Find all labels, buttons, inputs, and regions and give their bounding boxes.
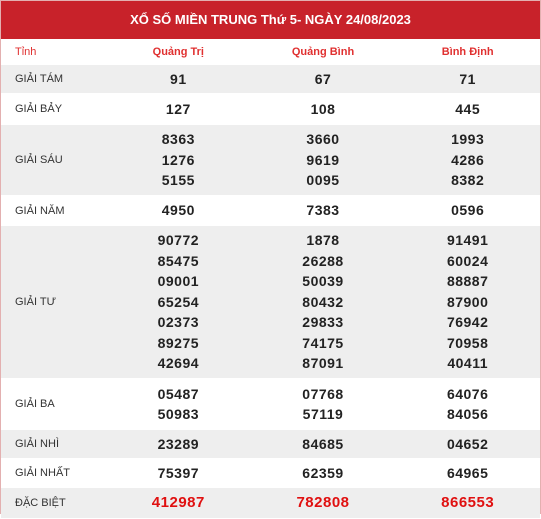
page-title: XỔ SỐ MIỀN TRUNG Thứ 5- NGÀY 24/08/2023 [1, 1, 540, 39]
prize-number: 84056 [446, 406, 489, 422]
prize-row-4 [1, 226, 540, 379]
prize-label: GIẢI BẢY [15, 103, 63, 115]
prize-number: 1993 [451, 131, 485, 148]
prize-number: 67 [314, 70, 332, 87]
prize-number: 91 [170, 70, 187, 87]
prize-row-5 [1, 196, 540, 226]
prize-number: 71 [459, 70, 476, 87]
prize-row-special [1, 488, 540, 519]
prize-number: 40411 [447, 355, 489, 372]
prize-number: 91491 [446, 232, 489, 249]
province-header-label: Tỉnh [15, 45, 37, 58]
prize-number: 23289 [157, 435, 200, 452]
prize-number: 50039 [302, 273, 344, 290]
prize-number: 62359 [302, 464, 344, 481]
prize-number: 75397 [157, 464, 200, 481]
prize-label: GIẢI NHÌ [15, 438, 60, 450]
prize-number: 65254 [157, 293, 200, 310]
prize-number: 80432 [302, 293, 344, 310]
prize-number: 127 [165, 100, 191, 117]
special-prize-number: 866553 [441, 493, 495, 511]
prize-number: 70958 [446, 334, 489, 351]
prize-number: 42694 [157, 355, 200, 372]
prize-number: 89275 [157, 334, 200, 351]
prize-number: 29833 [302, 314, 344, 331]
prize-number: 64965 [446, 464, 489, 481]
prize-number: 8363 [161, 131, 195, 148]
prize-number: 09001 [157, 273, 200, 290]
prize-number: 85475 [157, 252, 200, 269]
prize-number: 0095 [306, 172, 340, 189]
prize-number: 74175 [302, 334, 344, 351]
prize-number: 9619 [306, 151, 340, 168]
prize-label: ĐẶC BIỆT [15, 497, 66, 509]
prize-number: 76942 [446, 314, 489, 331]
prize-label: GIẢI NHẤT [15, 467, 71, 479]
province-binh-dinh[interactable]: Bình Định [441, 45, 494, 58]
province-quang-tri[interactable]: Quảng Trị [152, 45, 204, 58]
prize-number: 64076 [446, 385, 489, 402]
prize-label: GIẢI TƯ [15, 296, 56, 308]
prize-number: 88887 [446, 273, 489, 290]
prize-number: 60024 [446, 252, 489, 269]
province-quang-binh[interactable]: Quảng Bình [291, 45, 355, 58]
prize-number: 4286 [451, 151, 485, 168]
table-header-row [1, 39, 540, 65]
prize-number: 0596 [451, 202, 485, 219]
prize-number: 84685 [302, 435, 344, 452]
prize-number: 07768 [302, 385, 344, 402]
prize-number: 4950 [161, 202, 195, 219]
prize-number: 87091 [302, 355, 344, 372]
prize-number: 02373 [157, 314, 200, 331]
prize-row-1 [1, 459, 540, 488]
special-prize-number: 782808 [296, 493, 350, 511]
prize-row-3 [1, 379, 540, 430]
prize-row-2 [1, 430, 540, 459]
prize-row-8 [1, 65, 540, 94]
prize-number: 87900 [446, 293, 489, 310]
prize-label: GIẢI TÁM [15, 73, 64, 85]
prize-number: 445 [455, 100, 481, 117]
prize-row-7 [1, 94, 540, 125]
prize-number: 1878 [306, 232, 340, 249]
prize-number: 05487 [157, 385, 200, 402]
prize-number: 8382 [451, 172, 485, 189]
results-table [1, 39, 540, 519]
prize-number: 90772 [157, 232, 200, 249]
prize-number: 26288 [302, 252, 344, 269]
prize-label: GIẢI SÁU [15, 154, 63, 166]
prize-number: 04652 [446, 435, 489, 452]
prize-number: 50983 [157, 406, 200, 422]
prize-number: 5155 [161, 172, 195, 189]
prize-number: 7383 [306, 202, 340, 219]
prize-row-6 [1, 125, 540, 196]
special-prize-number: 412987 [151, 493, 205, 511]
prize-number: 57119 [302, 406, 344, 422]
prize-label: GIẢI BA [15, 398, 55, 410]
prize-number: 3660 [306, 131, 340, 148]
prize-number: 1276 [161, 151, 195, 168]
prize-number: 108 [310, 100, 336, 117]
prize-label: GIẢI NĂM [15, 204, 65, 217]
